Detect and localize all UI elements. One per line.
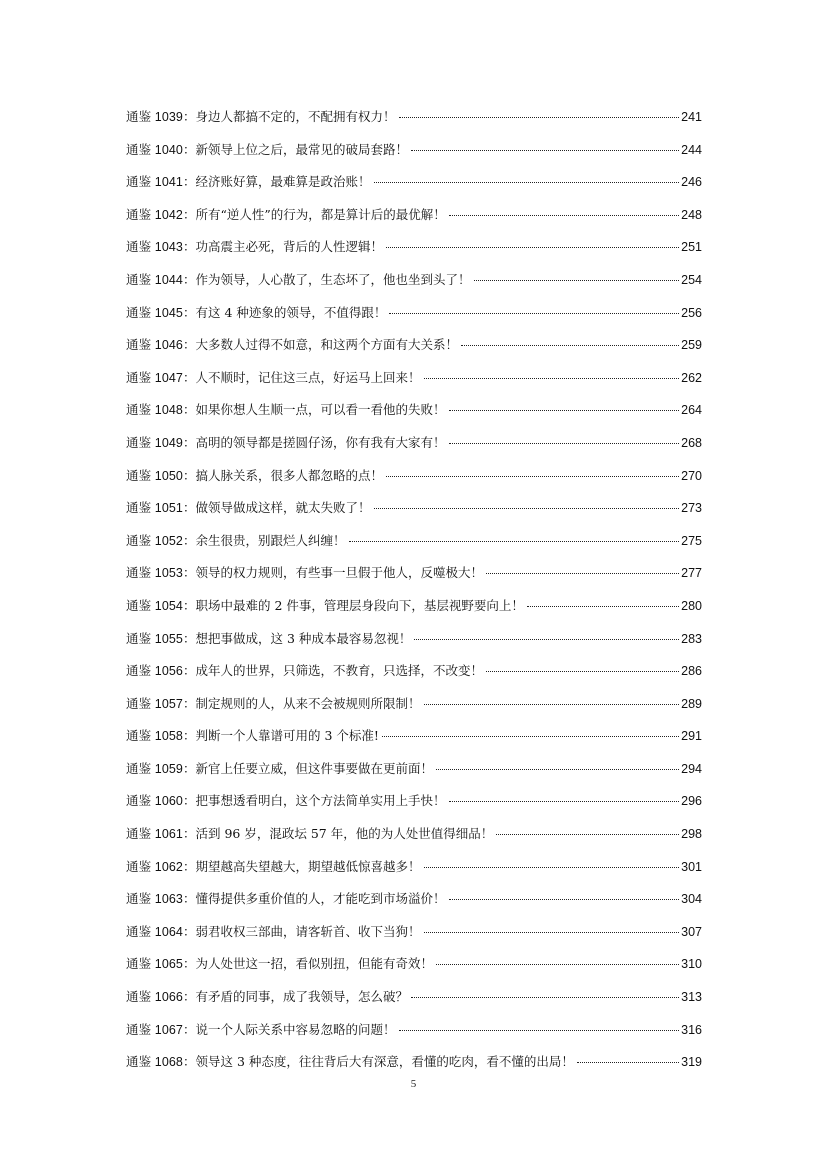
entry-page-number: 244 bbox=[681, 142, 702, 157]
dot-leader bbox=[486, 573, 679, 574]
entry-title: 说一个人际关系中容易忽略的问题！ bbox=[195, 1021, 396, 1037]
dot-leader bbox=[349, 541, 680, 542]
entry-number: 通鉴 1047 bbox=[126, 370, 183, 385]
toc-entry[interactable] bbox=[126, 854, 702, 887]
entry-separator: ： bbox=[182, 597, 196, 613]
entry-separator: ： bbox=[182, 956, 196, 972]
entry-title: 高明的领导都是搓圆仔汤，你有我有大家有！ bbox=[195, 434, 446, 450]
entry-page-number: 256 bbox=[681, 305, 702, 320]
toc-entry[interactable] bbox=[126, 365, 702, 398]
toc-entry[interactable] bbox=[126, 821, 702, 854]
entry-separator: ： bbox=[182, 565, 196, 581]
entry-title: 成年人的世界，只筛选，不教育，只选择，不改变！ bbox=[195, 663, 484, 679]
entry-title: 如果你想人生顺一点，可以看一看他的失败！ bbox=[195, 402, 446, 418]
dot-leader bbox=[411, 150, 679, 151]
entry-title: 功高震主必死，背后的人性逻辑！ bbox=[195, 239, 384, 255]
entry-number: 通鉴 1059 bbox=[126, 761, 183, 776]
entry-page-number: 264 bbox=[681, 403, 702, 418]
entry-title: 新官上任要立威，但这件事要做在更前面！ bbox=[195, 760, 434, 776]
entry-separator: ： bbox=[182, 989, 196, 1005]
dot-leader bbox=[436, 964, 679, 965]
toc-entry[interactable] bbox=[126, 1049, 702, 1082]
entry-page-number: 273 bbox=[681, 501, 702, 516]
entry-separator: ： bbox=[182, 858, 196, 874]
dot-leader bbox=[399, 1030, 680, 1031]
entry-number: 通鉴 1065 bbox=[126, 957, 183, 972]
toc-entry[interactable] bbox=[126, 919, 702, 952]
toc-entry[interactable] bbox=[126, 169, 702, 202]
dot-leader bbox=[374, 508, 680, 509]
entry-title: 作为领导，人心散了，生态坏了，他也坐到头了！ bbox=[195, 271, 471, 287]
entry-separator: ： bbox=[182, 1021, 196, 1037]
toc-entry[interactable] bbox=[126, 886, 702, 919]
entry-separator: ： bbox=[182, 434, 196, 450]
dot-leader bbox=[424, 932, 680, 933]
toc-entry[interactable] bbox=[126, 234, 702, 267]
entry-number: 通鉴 1053 bbox=[126, 566, 183, 581]
entry-number: 通鉴 1048 bbox=[126, 403, 183, 418]
entry-number: 通鉴 1041 bbox=[126, 175, 183, 190]
entry-number: 通鉴 1056 bbox=[126, 664, 183, 679]
entry-page-number: 319 bbox=[681, 1055, 702, 1070]
dot-leader bbox=[474, 280, 680, 281]
toc-entry[interactable] bbox=[126, 788, 702, 821]
dot-leader bbox=[577, 1062, 679, 1063]
entry-page-number: 259 bbox=[681, 338, 702, 353]
entry-separator: ： bbox=[182, 369, 196, 385]
entry-title: 为人处世这一招，看似别扭，但能有奇效！ bbox=[195, 956, 434, 972]
entry-separator: ： bbox=[182, 271, 196, 287]
entry-number: 通鉴 1062 bbox=[126, 859, 183, 874]
dot-leader bbox=[496, 834, 679, 835]
entry-title: 搞人脉关系，很多人都忽略的点！ bbox=[195, 467, 384, 483]
entry-separator: ： bbox=[182, 1054, 196, 1070]
entry-page-number: 283 bbox=[681, 631, 702, 646]
dot-leader bbox=[449, 801, 680, 802]
entry-title: 有矛盾的同事，成了我领导，怎么破？ bbox=[195, 989, 409, 1005]
entry-separator: ： bbox=[182, 760, 196, 776]
dot-leader bbox=[374, 182, 680, 183]
entry-number: 通鉴 1051 bbox=[126, 501, 183, 516]
entry-page-number: 254 bbox=[681, 272, 702, 287]
entry-page-number: 296 bbox=[681, 794, 702, 809]
entry-page-number: 262 bbox=[681, 370, 702, 385]
entry-page-number: 241 bbox=[681, 110, 702, 124]
entry-separator: ： bbox=[182, 923, 196, 939]
toc-entry[interactable] bbox=[126, 756, 702, 789]
entry-page-number: 268 bbox=[681, 435, 702, 450]
toc-entry[interactable] bbox=[126, 626, 702, 659]
entry-title: 经济账好算，最难算是政治账！ bbox=[195, 174, 371, 190]
entry-page-number: 277 bbox=[681, 566, 702, 581]
dot-leader bbox=[527, 606, 679, 607]
entry-title: 职场中最难的 2 件事，管理层身段向下，基层视野要向上！ bbox=[195, 597, 524, 613]
toc-entry[interactable] bbox=[126, 397, 702, 430]
dot-leader bbox=[414, 639, 679, 640]
entry-page-number: 316 bbox=[681, 1022, 702, 1037]
toc-entry[interactable] bbox=[126, 137, 702, 170]
dot-leader bbox=[486, 671, 679, 672]
entry-page-number: 291 bbox=[681, 729, 702, 744]
entry-title: 人不顺时，记住这三点，好运马上回来！ bbox=[195, 369, 421, 385]
entry-page-number: 304 bbox=[681, 892, 702, 907]
entry-number: 通鉴 1061 bbox=[126, 827, 183, 842]
entry-number: 通鉴 1045 bbox=[126, 305, 183, 320]
entry-number: 通鉴 1049 bbox=[126, 435, 183, 450]
entry-separator: ： bbox=[182, 304, 196, 320]
entry-title: 制定规则的人，从来不会被规则所限制！ bbox=[195, 695, 421, 711]
entry-title: 想把事做成，这 3 种成本最容易忽视！ bbox=[195, 630, 412, 646]
dot-leader bbox=[461, 345, 679, 346]
dot-leader bbox=[386, 247, 679, 248]
entry-number: 通鉴 1050 bbox=[126, 468, 183, 483]
entry-separator: ： bbox=[182, 174, 196, 190]
dot-leader bbox=[449, 443, 680, 444]
entry-title: 所有“逆人性”的行为，都是算计后的最优解！ bbox=[195, 206, 446, 222]
entry-title: 把事想透看明白，这个方法简单实用上手快！ bbox=[195, 793, 446, 809]
entry-title: 新领导上位之后，最常见的破局套路！ bbox=[195, 141, 409, 157]
entry-page-number: 294 bbox=[681, 761, 702, 776]
entry-page-number: 246 bbox=[681, 175, 702, 190]
toc-entry[interactable] bbox=[126, 104, 702, 137]
entry-title: 做领导做成这样，就太失败了！ bbox=[195, 500, 371, 516]
entry-number: 通鉴 1058 bbox=[126, 729, 183, 744]
entry-title: 余生很贵，别跟烂人纠缠！ bbox=[195, 532, 346, 548]
entry-number: 通鉴 1044 bbox=[126, 272, 183, 287]
entry-number: 通鉴 1039 bbox=[126, 110, 183, 124]
entry-separator: ： bbox=[182, 793, 196, 809]
entry-separator: ： bbox=[182, 467, 196, 483]
entry-separator: ： bbox=[182, 239, 196, 255]
entry-page-number: 275 bbox=[681, 533, 702, 548]
entry-number: 通鉴 1042 bbox=[126, 207, 183, 222]
entry-page-number: 313 bbox=[681, 990, 702, 1005]
toc-entry[interactable] bbox=[126, 691, 702, 724]
dot-leader bbox=[411, 997, 679, 998]
toc-entry[interactable] bbox=[126, 723, 702, 756]
entry-separator: ： bbox=[182, 663, 196, 679]
entry-separator: ： bbox=[182, 891, 196, 907]
entry-page-number: 301 bbox=[681, 859, 702, 874]
entry-title: 期望越高失望越大，期望越低惊喜越多！ bbox=[195, 858, 421, 874]
entry-number: 通鉴 1055 bbox=[126, 631, 183, 646]
entry-title: 领导这 3 种态度，往往背后大有深意，看懂的吃肉，看不懂的出局！ bbox=[195, 1054, 574, 1070]
dot-leader bbox=[386, 476, 679, 477]
page-number: 5 bbox=[410, 1078, 417, 1090]
toc-entry[interactable] bbox=[126, 658, 702, 691]
entry-title: 有这 4 种迹象的领导，不值得跟！ bbox=[195, 304, 387, 320]
toc-entry[interactable] bbox=[126, 430, 702, 463]
entry-number: 通鉴 1052 bbox=[126, 533, 183, 548]
entry-number: 通鉴 1043 bbox=[126, 240, 183, 255]
dot-leader bbox=[382, 736, 679, 737]
entry-separator: ： bbox=[182, 337, 196, 353]
entry-separator: ： bbox=[182, 826, 196, 842]
toc-entry[interactable] bbox=[126, 463, 702, 496]
toc-entry[interactable] bbox=[126, 593, 702, 626]
entry-title: 领导的权力规则，有些事一旦假于他人，反噬极大！ bbox=[195, 565, 484, 581]
dot-leader bbox=[389, 313, 679, 314]
toc-entry[interactable] bbox=[126, 300, 702, 333]
entry-number: 通鉴 1046 bbox=[126, 338, 183, 353]
dot-leader bbox=[436, 769, 679, 770]
dot-leader bbox=[424, 867, 680, 868]
entry-number: 通鉴 1066 bbox=[126, 990, 183, 1005]
entry-separator: ： bbox=[182, 206, 196, 222]
entry-page-number: 270 bbox=[681, 468, 702, 483]
entry-page-number: 280 bbox=[681, 598, 702, 613]
entry-separator: ： bbox=[182, 532, 196, 548]
dot-leader bbox=[449, 410, 680, 411]
entry-number: 通鉴 1057 bbox=[126, 696, 183, 711]
entry-number: 通鉴 1060 bbox=[126, 794, 183, 809]
toc-entry[interactable] bbox=[126, 267, 702, 300]
entry-number: 通鉴 1063 bbox=[126, 892, 183, 907]
toc-entry[interactable] bbox=[126, 202, 702, 235]
entry-number: 通鉴 1068 bbox=[126, 1055, 183, 1070]
toc-entry[interactable] bbox=[126, 1017, 702, 1050]
toc-entry[interactable] bbox=[126, 951, 702, 984]
entry-page-number: 289 bbox=[681, 696, 702, 711]
entry-separator: ： bbox=[182, 109, 196, 124]
entry-separator: ： bbox=[182, 141, 196, 157]
entry-title: 懂得提供多重价值的人，才能吃到市场溢价！ bbox=[195, 891, 446, 907]
entry-title: 活到 96 岁，混政坛 57 年，他的为人处世值得细品！ bbox=[195, 826, 494, 842]
dot-leader bbox=[449, 899, 680, 900]
entry-number: 通鉴 1054 bbox=[126, 598, 183, 613]
entry-page-number: 307 bbox=[681, 924, 702, 939]
entry-page-number: 251 bbox=[681, 240, 702, 255]
dot-leader bbox=[449, 215, 679, 216]
entry-number: 通鉴 1064 bbox=[126, 924, 183, 939]
entry-separator: ： bbox=[182, 402, 196, 418]
entry-title: 弱君收权三部曲，请客斩首、收下当狗！ bbox=[195, 923, 421, 939]
toc-entry[interactable] bbox=[126, 560, 702, 593]
toc-entry[interactable] bbox=[126, 495, 702, 528]
entry-page-number: 310 bbox=[681, 957, 702, 972]
toc-entry[interactable] bbox=[126, 528, 702, 561]
entry-separator: ： bbox=[182, 695, 196, 711]
entry-page-number: 248 bbox=[681, 207, 702, 222]
toc-entry[interactable] bbox=[126, 984, 702, 1017]
entry-page-number: 298 bbox=[681, 827, 702, 842]
entry-separator: ： bbox=[182, 728, 196, 744]
entry-page-number: 286 bbox=[681, 664, 702, 679]
entry-title: 判断一个人靠谱可用的 3 个标准! bbox=[195, 728, 379, 744]
entry-number: 通鉴 1067 bbox=[126, 1022, 183, 1037]
dot-leader bbox=[424, 378, 680, 379]
entry-number: 通鉴 1040 bbox=[126, 142, 183, 157]
toc-entry[interactable] bbox=[126, 332, 702, 365]
entry-title: 大多数人过得不如意，和这两个方面有大关系！ bbox=[195, 337, 459, 353]
dot-leader bbox=[424, 704, 680, 705]
entry-separator: ： bbox=[182, 630, 196, 646]
entry-separator: ： bbox=[182, 500, 196, 516]
dot-leader bbox=[399, 117, 680, 118]
table-of-contents bbox=[126, 104, 702, 1082]
entry-title: 身边人都搞不定的，不配拥有权力！ bbox=[195, 109, 396, 124]
